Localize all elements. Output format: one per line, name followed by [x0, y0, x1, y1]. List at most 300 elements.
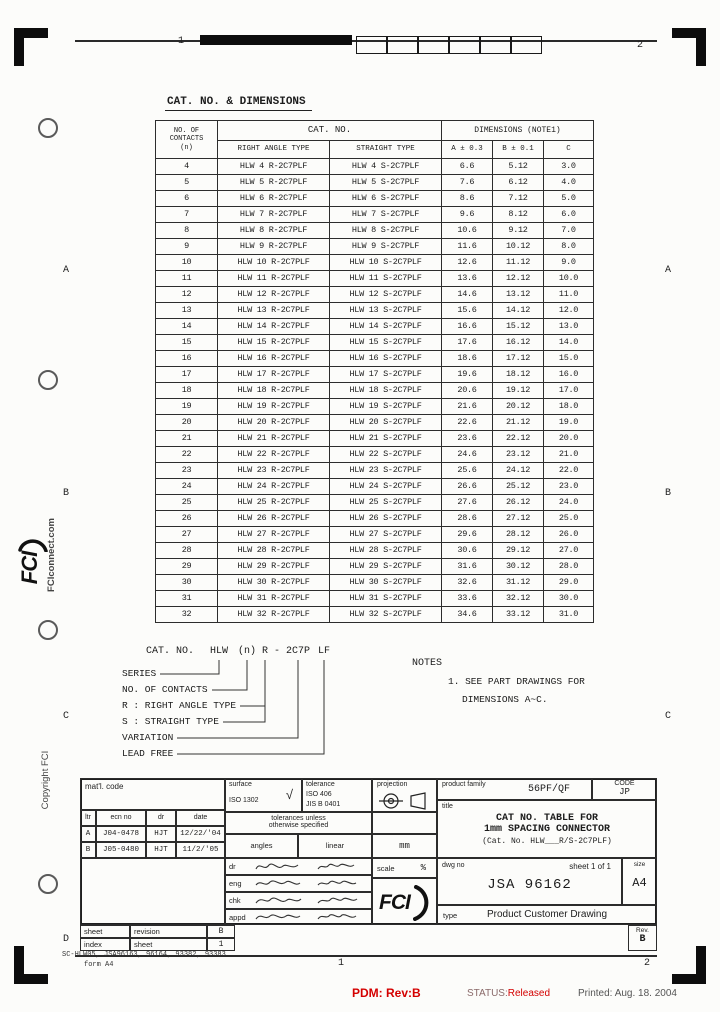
notes-line-1: 1. SEE PART DRAWINGS FOR [448, 676, 585, 687]
dim-c-cell: 7.0 [544, 223, 594, 239]
rev-row-b-date: 11/2/'05 [176, 842, 225, 858]
notes-heading: NOTES [412, 658, 443, 669]
table-row [156, 447, 594, 463]
registration-circle [38, 370, 58, 390]
dim-a-cell: 30.6 [442, 543, 493, 559]
contacts-cell: 31 [156, 591, 218, 607]
dim-c-cell: 31.0 [544, 607, 594, 623]
contacts-cell: 18 [156, 383, 218, 399]
part-number-series: HLW [210, 646, 229, 657]
straight-cell: HLW 23 S-2C7PLF [330, 463, 442, 479]
dim-a-cell: 27.6 [442, 495, 493, 511]
tolerance-standard-1: ISO 406 [306, 791, 332, 798]
right-angle-cell: HLW 29 R-2C7PLF [218, 559, 330, 575]
table-row [156, 207, 594, 223]
dim-a-cell: 21.6 [442, 399, 493, 415]
dim-a-cell: 16.6 [442, 319, 493, 335]
signature-scribble [252, 893, 367, 908]
table-row [156, 591, 594, 607]
dim-b-cell: 18.12 [493, 367, 544, 383]
table-row [156, 415, 594, 431]
notes-line-2: DIMENSIONS A~C. [462, 694, 548, 705]
dim-b-cell: 19.12 [493, 383, 544, 399]
straight-cell: HLW 12 S-2C7PLF [330, 287, 442, 303]
rev-header-dr: dr [146, 810, 176, 826]
type-cell [437, 905, 657, 925]
product-family-value: 56PF/QF [528, 784, 571, 795]
contacts-cell: 5 [156, 175, 218, 191]
dim-a-cell: 6.6 [442, 159, 493, 175]
contacts-cell: 4 [156, 159, 218, 175]
right-angle-cell: HLW 4 R-2C7PLF [218, 159, 330, 175]
contacts-cell: 9 [156, 239, 218, 255]
dim-c-cell: 28.0 [544, 559, 594, 575]
table-row [156, 367, 594, 383]
dim-b-cell: 28.12 [493, 527, 544, 543]
dim-c-cell: 21.0 [544, 447, 594, 463]
title-cell [437, 800, 657, 858]
part-number-variation: 2C7P [286, 646, 311, 657]
dim-c-cell: 9.0 [544, 255, 594, 271]
dim-c-cell: 4.0 [544, 175, 594, 191]
fciconnect-vertical-text: FCIconnect.com [46, 518, 57, 592]
contacts-cell: 13 [156, 303, 218, 319]
dim-b-cell: 6.12 [493, 175, 544, 191]
size-cell [622, 858, 657, 905]
surface-cell [225, 778, 302, 812]
dwg-no-value: JSA 96162 [487, 877, 572, 893]
size-value: A4 [632, 876, 647, 890]
table-row [156, 607, 594, 623]
contacts-cell: 32 [156, 607, 218, 623]
table-row [156, 463, 594, 479]
dim-b-cell: 11.12 [493, 255, 544, 271]
header-contacts-line2: CONTACTS [169, 135, 204, 144]
fci-logo-text: FCI [17, 551, 42, 585]
dim-b-cell: 32.12 [493, 591, 544, 607]
dim-a-cell: 7.6 [442, 175, 493, 191]
signature-scribble [252, 910, 367, 924]
zone-number-top-left: 1 [178, 36, 185, 47]
right-angle-cell: HLW 21 R-2C7PLF [218, 431, 330, 447]
rev-row-a-dr: HJT [146, 826, 176, 842]
signature-row-chk [225, 892, 372, 909]
filmstrip-cell [449, 36, 480, 54]
status-label: STATUS: [467, 988, 508, 999]
signature-label-eng: eng [229, 879, 242, 888]
part-number-contacts: (n) [238, 646, 257, 657]
sheet-index-r2c2: sheet [130, 938, 207, 951]
type-label: type [443, 911, 458, 920]
dim-c-cell: 29.0 [544, 575, 594, 591]
straight-cell: HLW 26 S-2C7PLF [330, 511, 442, 527]
straight-cell: HLW 18 S-2C7PLF [330, 383, 442, 399]
filmstrip-cell [387, 36, 418, 54]
corner-mark-bottom-right-arm [672, 974, 706, 984]
legend-label-right-angle: R : RIGHT ANGLE TYPE [122, 700, 237, 711]
table-row [156, 511, 594, 527]
rev-row-b-ecn: J05-0480 [96, 842, 146, 858]
right-angle-cell: HLW 23 R-2C7PLF [218, 463, 330, 479]
legend-label-series: SERIES [122, 668, 157, 679]
dim-b-cell: 13.12 [493, 287, 544, 303]
scale-cell [372, 858, 437, 878]
table-row [156, 399, 594, 415]
straight-cell: HLW 13 S-2C7PLF [330, 303, 442, 319]
straight-cell: HLW 28 S-2C7PLF [330, 543, 442, 559]
straight-cell: HLW 31 S-2C7PLF [330, 591, 442, 607]
projection-cell [372, 778, 437, 812]
dwg-no-cell [437, 858, 622, 905]
contacts-cell: 27 [156, 527, 218, 543]
dim-b-cell: 29.12 [493, 543, 544, 559]
dim-a-cell: 20.6 [442, 383, 493, 399]
table-row [156, 191, 594, 207]
dim-c-cell: 10.0 [544, 271, 594, 287]
filmstrip-solid-bar [200, 35, 352, 45]
zone-letter-right-c: C [665, 711, 672, 722]
scale-label: scale [377, 864, 395, 873]
straight-cell: HLW 4 S-2C7PLF [330, 159, 442, 175]
table-header [156, 121, 594, 159]
dim-a-cell: 19.6 [442, 367, 493, 383]
dim-c-cell: 25.0 [544, 511, 594, 527]
table-row [156, 575, 594, 591]
units-cell: mm [372, 834, 437, 858]
dim-a-cell: 33.6 [442, 591, 493, 607]
table-row [156, 287, 594, 303]
header-straight-type: STRAIGHT TYPE [330, 141, 442, 159]
code-value: JP [619, 787, 630, 797]
signature-scribble [252, 876, 367, 891]
straight-cell: HLW 7 S-2C7PLF [330, 207, 442, 223]
right-angle-cell: HLW 32 R-2C7PLF [218, 607, 330, 623]
sheet-index-r1c3: B [207, 925, 235, 938]
straight-cell: HLW 29 S-2C7PLF [330, 559, 442, 575]
right-angle-cell: HLW 24 R-2C7PLF [218, 479, 330, 495]
sheet-of-label: sheet 1 of 1 [569, 862, 611, 871]
dim-c-cell: 22.0 [544, 463, 594, 479]
third-angle-projection-icon [379, 792, 431, 810]
fci-logo: FCI [379, 891, 410, 914]
contacts-cell: 6 [156, 191, 218, 207]
drawing-title-line3: (Cat. No. HLW___R/S-2C7PLF) [482, 837, 612, 846]
dim-c-cell: 15.0 [544, 351, 594, 367]
size-label: size [633, 861, 646, 868]
header-dim-b: B ± 0.1 [493, 141, 544, 159]
legend-label-variation: VARIATION [122, 732, 174, 743]
filmstrip-cell [356, 36, 387, 54]
rev-header-ecn: ecn no [96, 810, 146, 826]
copyright-vertical-text: Copyright FCI [40, 750, 51, 810]
registration-circle [38, 620, 58, 640]
signature-row-eng [225, 875, 372, 892]
header-contacts-line1: NO. OF [173, 126, 200, 135]
signature-row-appd [225, 909, 372, 925]
table-row [156, 431, 594, 447]
dim-c-cell: 18.0 [544, 399, 594, 415]
dim-c-cell: 20.0 [544, 431, 594, 447]
contacts-cell: 16 [156, 351, 218, 367]
dim-a-cell: 17.6 [442, 335, 493, 351]
header-right-angle-type: RIGHT ANGLE TYPE [218, 141, 330, 159]
straight-cell: HLW 14 S-2C7PLF [330, 319, 442, 335]
sheet-index-r2c3: 1 [207, 938, 235, 951]
tolerance-note-cell [225, 812, 372, 834]
right-angle-cell: HLW 19 R-2C7PLF [218, 399, 330, 415]
dim-b-cell: 33.12 [493, 607, 544, 623]
dim-b-cell: 27.12 [493, 511, 544, 527]
contacts-cell: 7 [156, 207, 218, 223]
cat-table-body [156, 159, 594, 623]
sheet-index-r1c1: sheet [80, 925, 130, 938]
straight-cell: HLW 27 S-2C7PLF [330, 527, 442, 543]
table-row [156, 479, 594, 495]
surface-finish-icon: √ [285, 787, 293, 802]
right-angle-cell: HLW 18 R-2C7PLF [218, 383, 330, 399]
dim-c-cell: 6.0 [544, 207, 594, 223]
pdm-rev-text: PDM: Rev:B [352, 986, 421, 1000]
rev-box [628, 925, 657, 951]
right-angle-cell: HLW 6 R-2C7PLF [218, 191, 330, 207]
dim-a-cell: 32.6 [442, 575, 493, 591]
right-angle-cell: HLW 20 R-2C7PLF [218, 415, 330, 431]
tolerance-note-line1: tolerances unless [271, 815, 326, 822]
dim-b-cell: 17.12 [493, 351, 544, 367]
scale-value: % [420, 863, 426, 873]
signature-row-dr [225, 858, 372, 875]
straight-cell: HLW 20 S-2C7PLF [330, 415, 442, 431]
right-angle-cell: HLW 11 R-2C7PLF [218, 271, 330, 287]
right-angle-cell: HLW 15 R-2C7PLF [218, 335, 330, 351]
header-dim-c: C [544, 141, 594, 159]
table-row [156, 543, 594, 559]
dim-b-cell: 31.12 [493, 575, 544, 591]
dim-c-cell: 27.0 [544, 543, 594, 559]
part-number-type: R [262, 646, 269, 657]
right-angle-cell: HLW 8 R-2C7PLF [218, 223, 330, 239]
dim-b-cell: 16.12 [493, 335, 544, 351]
product-family-label: product family [442, 781, 486, 788]
contacts-cell: 24 [156, 479, 218, 495]
tolerance-standard-2: JIS B 0401 [306, 801, 341, 808]
rev-header-ltr: ltr [80, 810, 96, 826]
contacts-cell: 10 [156, 255, 218, 271]
tolerance-note-line2: otherwise specified [268, 822, 329, 829]
table-row [156, 255, 594, 271]
dim-c-cell: 16.0 [544, 367, 594, 383]
dim-a-cell: 22.6 [442, 415, 493, 431]
logo-cell [372, 878, 437, 925]
drawing-title-line1: CAT NO. TABLE FOR [495, 813, 599, 824]
section-title: CAT. NO. & DIMENSIONS [165, 96, 312, 111]
zone-letter-left-b: B [63, 488, 70, 499]
contacts-cell: 22 [156, 447, 218, 463]
registration-circle [38, 118, 58, 138]
table-row [156, 319, 594, 335]
rev-row-a-ecn: J04-0478 [96, 826, 146, 842]
contacts-cell: 29 [156, 559, 218, 575]
dim-c-cell: 30.0 [544, 591, 594, 607]
units-spacer-cell [372, 812, 437, 834]
right-angle-cell: HLW 9 R-2C7PLF [218, 239, 330, 255]
dim-b-cell: 5.12 [493, 159, 544, 175]
zone-number-top-right: 2 [637, 40, 644, 51]
table-row [156, 271, 594, 287]
table-row [156, 159, 594, 175]
matl-code-label: mat'l. code [85, 782, 124, 791]
straight-cell: HLW 16 S-2C7PLF [330, 351, 442, 367]
contacts-cell: 14 [156, 319, 218, 335]
rev-row-b-dr: HJT [146, 842, 176, 858]
straight-cell: HLW 8 S-2C7PLF [330, 223, 442, 239]
surface-standard: ISO 1302 [229, 797, 259, 804]
cat-dimensions-table [155, 120, 594, 623]
straight-cell: HLW 15 S-2C7PLF [330, 335, 442, 351]
dim-c-cell: 26.0 [544, 527, 594, 543]
drawing-title-line2: 1mm SPACING CONNECTOR [483, 824, 611, 835]
fci-logo-swoosh-icon [18, 536, 48, 552]
dim-a-cell: 10.6 [442, 223, 493, 239]
table-row [156, 175, 594, 191]
contacts-cell: 28 [156, 543, 218, 559]
dim-c-cell: 19.0 [544, 415, 594, 431]
dim-b-cell: 20.12 [493, 399, 544, 415]
zone-number-bottom-right: 2 [644, 958, 651, 969]
straight-cell: HLW 6 S-2C7PLF [330, 191, 442, 207]
dim-c-cell: 5.0 [544, 191, 594, 207]
tolerance-cell [302, 778, 372, 812]
part-number-lead-free: LF [318, 646, 331, 657]
zone-letter-right-a: A [665, 265, 672, 276]
linear-cell: linear [298, 834, 372, 858]
printed-date-text: Printed: Aug. 18. 2004 [578, 988, 677, 999]
straight-cell: HLW 24 S-2C7PLF [330, 479, 442, 495]
sheet-index-r1c2: revision [130, 925, 207, 938]
right-angle-cell: HLW 14 R-2C7PLF [218, 319, 330, 335]
table-row [156, 527, 594, 543]
contacts-cell: 15 [156, 335, 218, 351]
right-angle-cell: HLW 28 R-2C7PLF [218, 543, 330, 559]
contacts-cell: 30 [156, 575, 218, 591]
table-row [156, 223, 594, 239]
dim-b-cell: 24.12 [493, 463, 544, 479]
sheet-index-r2c1: index [80, 938, 130, 951]
projection-label: projection [377, 781, 408, 788]
product-family-cell [437, 778, 592, 800]
dim-a-cell: 34.6 [442, 607, 493, 623]
signature-scribble [252, 859, 367, 874]
filmstrip-cell [418, 36, 449, 54]
right-angle-cell: HLW 16 R-2C7PLF [218, 351, 330, 367]
header-contacts-line3: (n) [180, 143, 193, 152]
contacts-cell: 20 [156, 415, 218, 431]
dim-a-cell: 15.6 [442, 303, 493, 319]
matl-code-cell [80, 778, 225, 810]
header-cat-no: CAT. NO. [218, 121, 442, 141]
code-label: CODE [614, 780, 635, 787]
zone-letter-left-d: D [63, 934, 70, 945]
filmstrip [356, 36, 542, 54]
dim-b-cell: 22.12 [493, 431, 544, 447]
rev-header-date: date [176, 810, 225, 826]
right-angle-cell: HLW 5 R-2C7PLF [218, 175, 330, 191]
part-number-dash: - [274, 646, 281, 657]
table-row [156, 303, 594, 319]
dim-c-cell: 3.0 [544, 159, 594, 175]
right-angle-cell: HLW 31 R-2C7PLF [218, 591, 330, 607]
rev-box-value: B [639, 934, 646, 945]
dim-b-cell: 8.12 [493, 207, 544, 223]
right-angle-cell: HLW 26 R-2C7PLF [218, 511, 330, 527]
contacts-cell: 23 [156, 463, 218, 479]
table-row [156, 335, 594, 351]
form-note: form A4 [84, 961, 114, 969]
zone-letter-right-b: B [665, 488, 672, 499]
straight-cell: HLW 21 S-2C7PLF [330, 431, 442, 447]
rev-row-a-ltr: A [80, 826, 96, 842]
table-row [156, 383, 594, 399]
signature-label-chk: chk [229, 896, 241, 905]
dim-a-cell: 9.6 [442, 207, 493, 223]
right-angle-cell: HLW 22 R-2C7PLF [218, 447, 330, 463]
corner-mark-top-right-arm [672, 28, 706, 38]
dim-a-cell: 25.6 [442, 463, 493, 479]
dim-a-cell: 14.6 [442, 287, 493, 303]
rev-row-a-date: 12/22/'04 [176, 826, 225, 842]
dim-c-cell: 13.0 [544, 319, 594, 335]
rev-box-label: Rev. [636, 927, 649, 934]
dim-a-cell: 18.6 [442, 351, 493, 367]
dim-c-cell: 14.0 [544, 335, 594, 351]
legend-label-contacts: NO. OF CONTACTS [122, 684, 208, 695]
table-row [156, 559, 594, 575]
dim-a-cell: 23.6 [442, 431, 493, 447]
dim-c-cell: 23.0 [544, 479, 594, 495]
angles-cell: angles [225, 834, 298, 858]
right-angle-cell: HLW 17 R-2C7PLF [218, 367, 330, 383]
type-value: Product Customer Drawing [486, 909, 608, 920]
dim-b-cell: 23.12 [493, 447, 544, 463]
right-angle-cell: HLW 10 R-2C7PLF [218, 255, 330, 271]
right-angle-cell: HLW 27 R-2C7PLF [218, 527, 330, 543]
contacts-cell: 19 [156, 399, 218, 415]
straight-cell: HLW 19 S-2C7PLF [330, 399, 442, 415]
table-row [156, 351, 594, 367]
rev-table-blank-cell [80, 858, 225, 925]
legend-label-lead-free: LEAD FREE [122, 748, 174, 759]
dim-c-cell: 17.0 [544, 383, 594, 399]
dim-b-cell: 30.12 [493, 559, 544, 575]
dim-b-cell: 21.12 [493, 415, 544, 431]
zone-letter-left-a: A [63, 265, 70, 276]
dim-a-cell: 12.6 [442, 255, 493, 271]
header-dimensions: DIMENSIONS (NOTE1) [442, 121, 594, 141]
dim-a-cell: 29.6 [442, 527, 493, 543]
legend-cat-no-label: CAT. NO. [146, 646, 195, 657]
dim-b-cell: 14.12 [493, 303, 544, 319]
straight-cell: HLW 30 S-2C7PLF [330, 575, 442, 591]
dim-a-cell: 24.6 [442, 447, 493, 463]
dim-a-cell: 13.6 [442, 271, 493, 287]
contacts-cell: 8 [156, 223, 218, 239]
filmstrip-cell [511, 36, 542, 54]
dim-c-cell: 11.0 [544, 287, 594, 303]
dim-b-cell: 7.12 [493, 191, 544, 207]
straight-cell: HLW 9 S-2C7PLF [330, 239, 442, 255]
dim-c-cell: 8.0 [544, 239, 594, 255]
right-angle-cell: HLW 12 R-2C7PLF [218, 287, 330, 303]
